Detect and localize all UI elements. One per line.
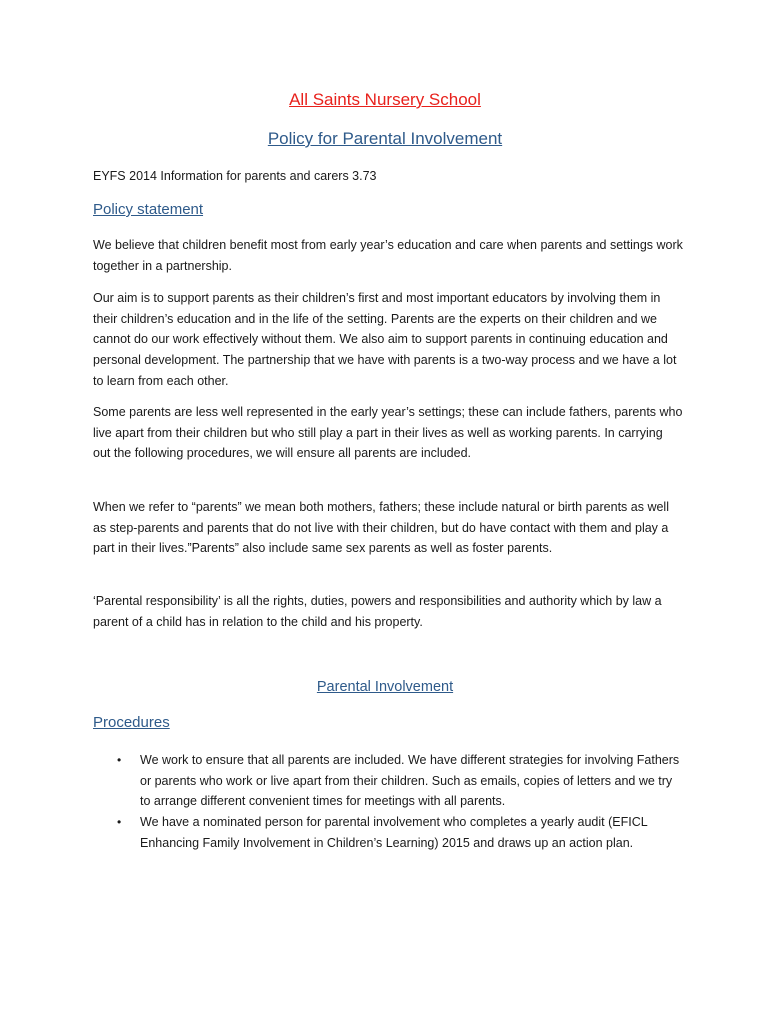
procedures-heading: Procedures xyxy=(93,714,170,731)
policy-paragraph-1: We believe that children benefit most from early year’s education and care when parents and settings work together in a partnership. xyxy=(93,238,683,273)
policy-paragraph-5: ‘Parental responsibility’ is all the rights, duties, powers and responsibilities and authority which by law a parent of a child has in relation to the child and his property. xyxy=(93,594,662,629)
policy-paragraph-4: When we refer to “parents” we mean both mothers, fathers; these include natural or birth parents as well as step-parents and parents that do not live with their children, but do have contact with them and play a part in their lives.”Parents” also include same sex parents as well as foster parents. xyxy=(93,500,669,556)
bullet-icon: • xyxy=(117,815,122,830)
policy-paragraph-2: Our aim is to support parents as their children’s first and most important educators by involving them in their children’s education and in the life of the setting. Parents are the experts on their children and we cannot do our work effectively without them. We also aim to support parents in continuing education and personal development. The partnership that we have with parents is a two-way process and we have a lot to learn from each other. xyxy=(93,291,677,388)
school-title: All Saints Nursery School xyxy=(289,90,481,109)
procedure-item-text: We have a nominated person for parental involvement who completes a yearly audit (EFICL Enhancing Family Involvement in Children’s Learning) 2015 and draws up an action plan. xyxy=(140,815,648,850)
procedure-item-text: We work to ensure that all parents are included. We have different strategies for involving Fathers or parents who work or live apart from their children. Such as emails, copies of letters and we try to arrange different convenient times for meetings with all parents. xyxy=(140,753,680,809)
policy-statement-heading: Policy statement xyxy=(93,201,204,218)
policy-title: Policy for Parental Involvement xyxy=(267,129,503,148)
procedure-item-2 xyxy=(113,812,683,853)
parental-involvement-heading: Parental Involvement xyxy=(316,679,454,695)
bullet-icon: • xyxy=(117,753,122,767)
policy-paragraph-3: Some parents are less well represented in the early year’s settings; these can include fathers, parents who live apart from their children but who still play a part in their lives as well as working parents. In carrying out the following procedures, we will ensure all parents are included. xyxy=(93,405,683,461)
eyfs-reference: EYFS 2014 Information for parents and carers 3.73 xyxy=(93,169,377,183)
procedures-list xyxy=(113,750,683,854)
procedure-item-1 xyxy=(113,750,683,812)
